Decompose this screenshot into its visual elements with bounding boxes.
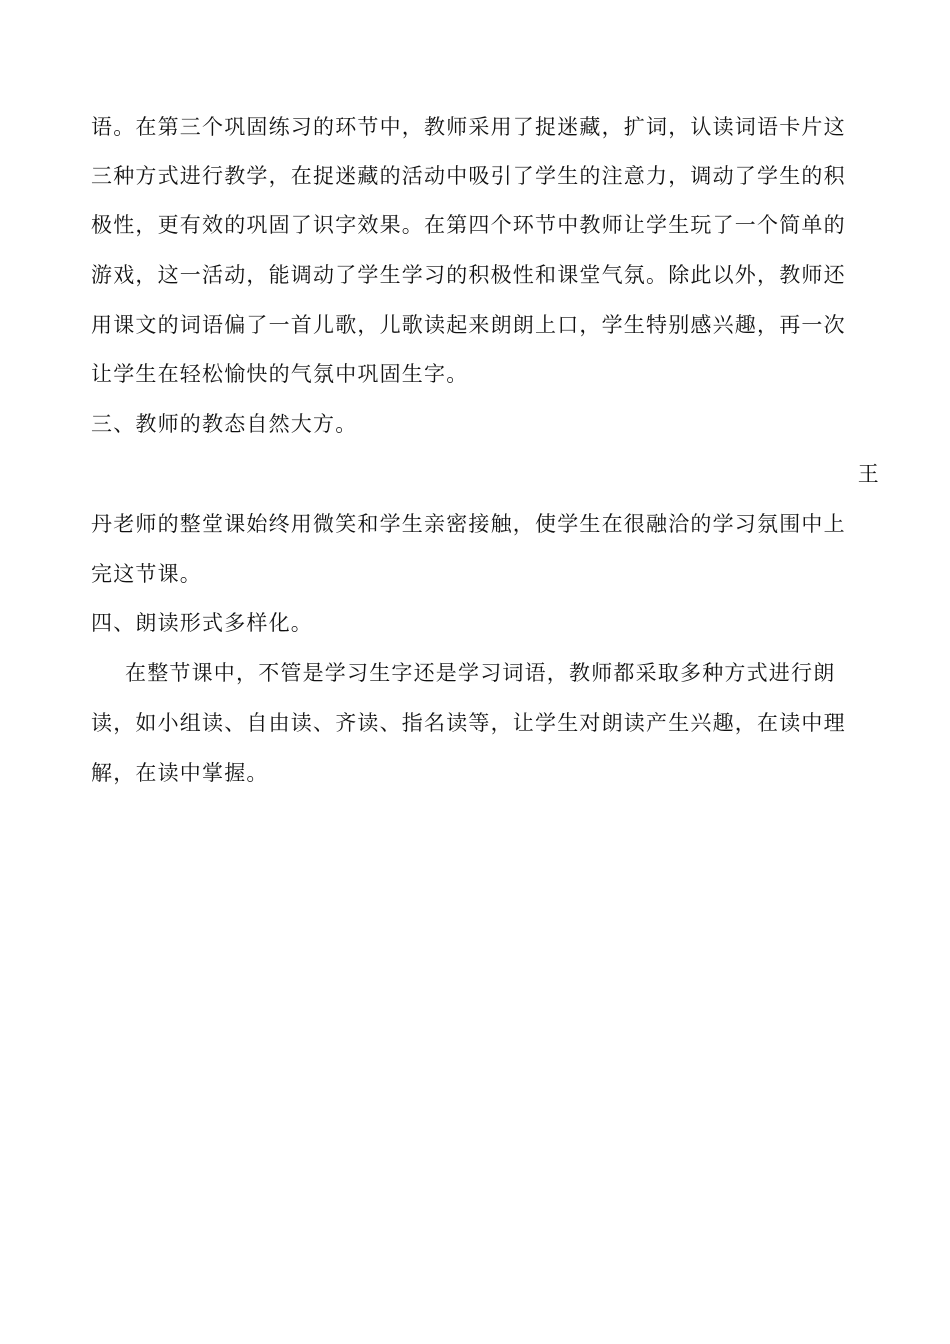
section-heading-3: 三、教师的教态自然大方。 xyxy=(91,412,358,436)
paragraph-line: 用课文的词语偏了一首儿歌，儿歌读起来朗朗上口，学生特别感兴趣，再一次 xyxy=(91,313,846,337)
paragraph-line: 丹老师的整堂课始终用微笑和学生亲密接触，使学生在很融洽的学习氛围中上 xyxy=(91,512,846,536)
paragraph-line: 让学生在轻松愉快的气氛中巩固生字。 xyxy=(91,362,469,386)
paragraph-line: 完这节课。 xyxy=(91,562,202,586)
paragraph-line-indented: 在整节课中，不管是学习生字还是学习词语，教师都采取多种方式进行朗 xyxy=(125,661,836,685)
paragraph-line-right: 王 xyxy=(857,462,880,486)
paragraph-line: 三种方式进行教学，在捉迷藏的活动中吸引了学生的注意力，调动了学生的积 xyxy=(91,164,846,188)
paragraph-line: 读，如小组读、自由读、齐读、指名读等，让学生对朗读产生兴趣，在读中理 xyxy=(91,711,846,735)
paragraph-line: 游戏，这一活动，能调动了学生学习的积极性和课堂气氛。除此以外，教师还 xyxy=(91,263,846,287)
paragraph-line: 解，在读中掌握。 xyxy=(91,761,269,785)
section-heading-4: 四、朗读形式多样化。 xyxy=(91,611,313,635)
paragraph-line: 极性，更有效的巩固了识字效果。在第四个环节中教师让学生玩了一个简单的 xyxy=(91,213,846,237)
paragraph-line: 语。在第三个巩固练习的环节中，教师采用了捉迷藏，扩词，认读词语卡片这 xyxy=(91,115,846,139)
